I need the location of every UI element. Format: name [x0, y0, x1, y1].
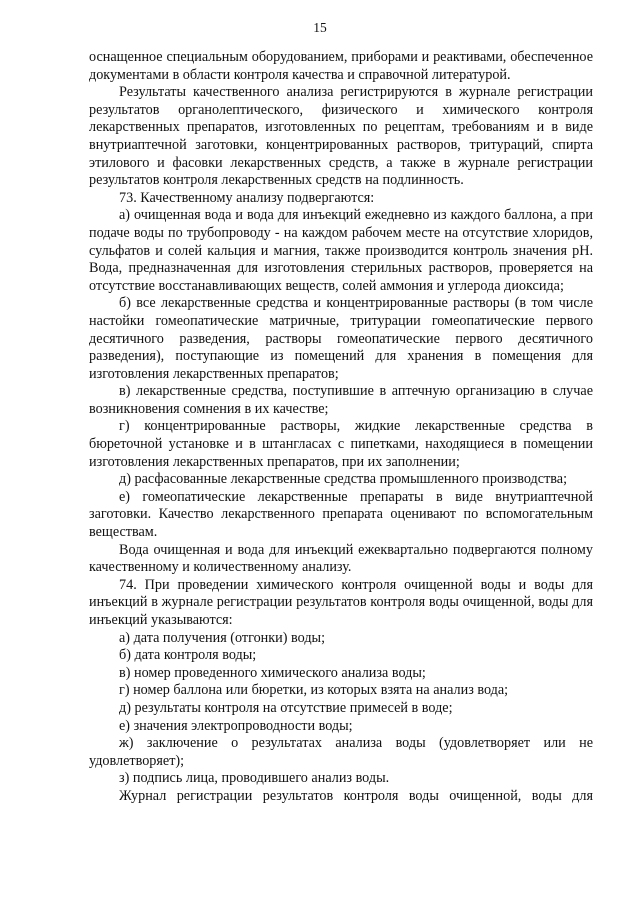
paragraph: оснащенное специальным оборудованием, приборами и реактивами, обеспеченное документами в области контроля качества и справочной литературой.	[89, 49, 593, 83]
list-item: д) расфасованные лекарственные средства промышленного производства;	[119, 471, 568, 488]
paragraph: Вода очищенная и вода для инъекций ежеквартально подвергаются полному качественному и количественному анализу.	[89, 541, 593, 576]
page-number: 15	[313, 20, 327, 35]
list-item: в) номер проведенного химического анализа воды;	[119, 664, 426, 681]
list-item: а) дата получения (отгонки) воды;	[119, 629, 326, 646]
list-item: в) лекарственные средства, поступившие в аптечную организацию в случае возникновения сомнения в их качестве;	[89, 383, 593, 417]
list-item: е) значения электропроводности воды;	[119, 717, 353, 734]
document-body	[89, 49, 593, 806]
paragraph: Результаты качественного анализа регистрируются в журнале регистрации результатов органолептического, физического и химического контроля лекарственных препаратов, изготовленных по рецептам, требованиям и в виде внутриаптечной заготовки, концентрированных растворов, тритураций, спирта этилового и фасовки лекарственных средств, а также в журнале регистрации результатов контроля лекарственных средств на подлинность.	[89, 84, 593, 189]
list-item: б) все лекарственные средства и концентрированные растворы (в том числе настойки гомеопатические матричные, тритурации гомеопатические первого десятичного разведения, растворы гомеопатические первого десятичного разведения), поступающие из помещений для хранения в помещения для изготовления лекарственных препаратов;	[89, 295, 593, 382]
list-item: з) подпись лица, проводившего анализ воды.	[119, 770, 390, 787]
list-item: г) концентрированные растворы, жидкие лекарственные средства в бюреточной установке и в штангласах с пипетками, находящиеся в помещении изготовления лекарственных препаратов, при их заполнении;	[89, 418, 593, 470]
list-item: б) дата контроля воды;	[119, 647, 257, 664]
paragraph: Журнал регистрации результатов контроля воды очищенной, воды для	[119, 787, 593, 804]
list-item: а) очищенная вода и вода для инъекций ежедневно из каждого баллона, а при подаче воды по трубопроводу - на каждом рабочем месте на отсутствие хлоридов, сульфатов и солей кальция и магния, также производится контроль значения pH. Вода, предназначенная для изготовления стерильных растворов, проверяется на отсутствие восстанавливающих веществ, солей аммония и углерода диоксида;	[89, 207, 593, 294]
list-item: е) гомеопатические лекарственные препараты в виде внутриаптечной заготовки. Качество лекарственного препарата оценивают по вспомогательным веществам.	[89, 488, 593, 541]
section-heading: 73. Качественному анализу подвергаются:	[119, 189, 375, 206]
section-heading: 74. При проведении химического контроля очищенной воды и воды для инъекций в журнале регистрации результатов контроля воды очищенной, воды для инъекций указываются:	[89, 576, 593, 628]
list-item: ж) заключение о результатах анализа воды (удовлетворяет или не удовлетворяет);	[89, 735, 593, 769]
list-item: г) номер баллона или бюретки, из которых взята на анализ вода;	[119, 682, 509, 699]
list-item: д) результаты контроля на отсутствие примесей в воде;	[119, 699, 453, 716]
